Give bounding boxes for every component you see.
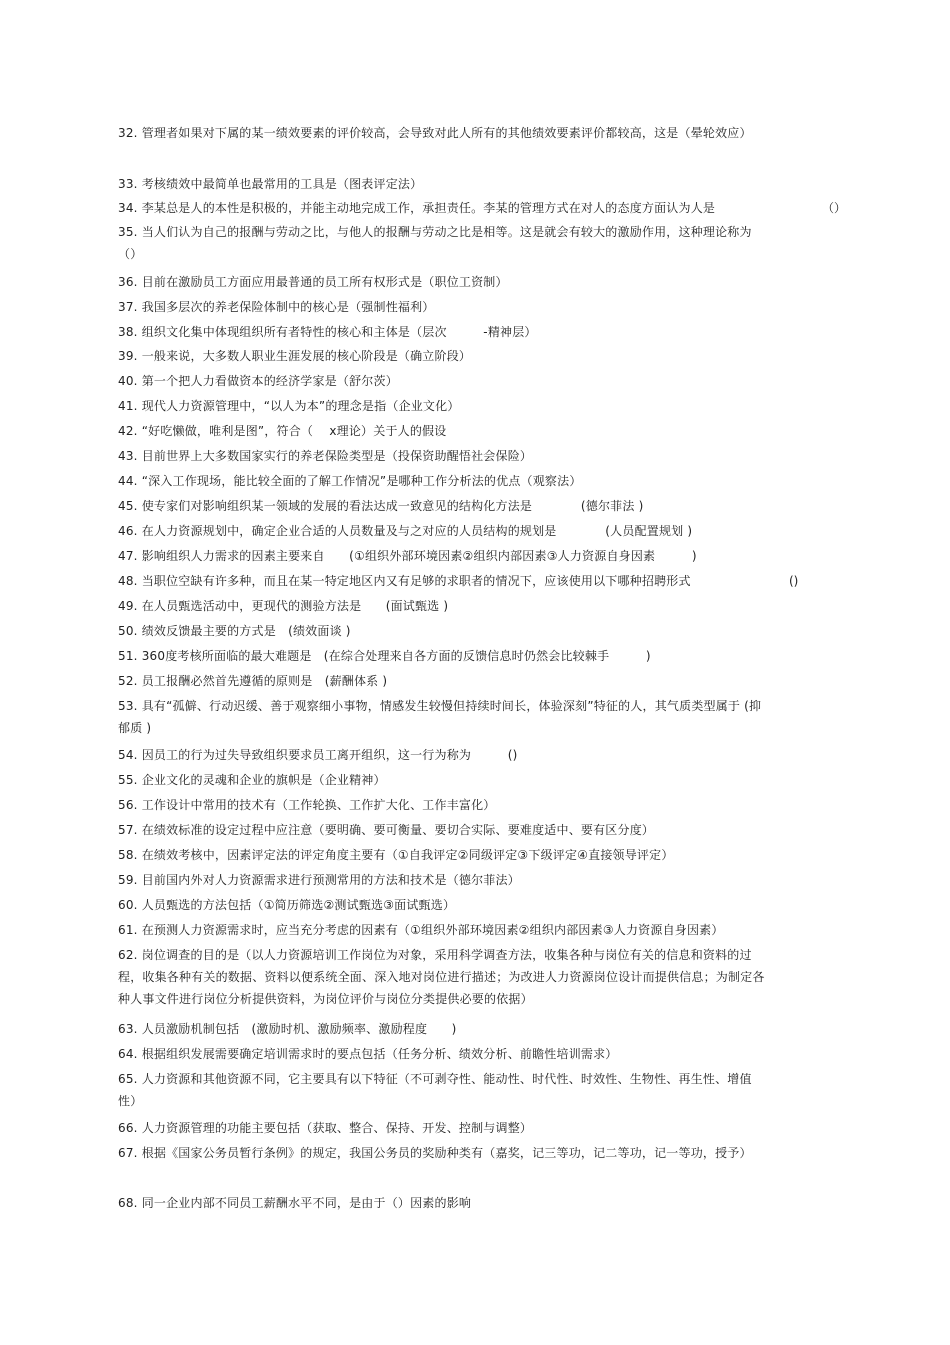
question-item: 52. 员工报酬必然首先遵循的原则是 (薪酬体系 ) [118, 674, 388, 688]
question-item: 38. 组织文化集中体现组织所有者特性的核心和主体是（层次 -精神层） [118, 325, 537, 339]
question-item: 64. 根据组织发展需要确定培训需求时的要点包括（任务分析、绩效分析、前瞻性培训需求） [118, 1047, 618, 1061]
question-item: 39. 一般来说，大多数人职业生涯发展的核心阶段是（确立阶段） [118, 349, 472, 363]
question-item: 35. 当人们认为自己的报酬与劳动之比，与他人的报酬与劳动之比是相等。这是就会有较大的激励作用，这种理论称为（） [118, 225, 752, 261]
answer-blank: () [789, 574, 799, 588]
question-item: 53. 具有“孤僻、行动迟缓、善于观察细小事物，情感发生较慢但持续时间长，体验深刻”特征的人，其气质类型属于 (抑郁质 ) [118, 699, 762, 735]
question-item: 32. 管理者如果对下属的某一绩效要素的评价较高，会导致对此人所有的其他绩效要素评价都较高，这是（晕轮效应） [118, 126, 752, 140]
question-item: 47. 影响组织人力需求的因素主要来自 (①组织外部环境因素②组织内部因素③人力资源自身因素 ) [118, 549, 697, 563]
question-item: 40. 第一个把人力看做资本的经济学家是（舒尔茨） [118, 374, 398, 388]
question-item: 43. 目前世界上大多数国家实行的养老保险类型是（投保资助醒悟社会保险） [118, 449, 533, 463]
question-item: 65. 人力资源和其他资源不同，它主要具有以下特征（不可剥夺性、能动性、时代性、时效性、生物性、再生性、增值性） [118, 1072, 752, 1108]
question-item: 55. 企业文化的灵魂和企业的旗帜是（企业精神） [118, 773, 386, 787]
question-item: 62. 岗位调查的目的是（以人力资源培训工作岗位为对象，采用科学调查方法，收集各种与岗位有关的信息和资料的过程，收集各种有关的数据、资料以便系统全面、深入地对岗位进行描述；为改进人力资源岗位设计而提供信息；为制定各种人事文件进行岗位分析提供资料，为岗位评价与岗位分类提供必要的依据） [118, 948, 765, 1006]
question-item: 61. 在预测人力资源需求时，应当充分考虑的因素有（①组织外部环境因素②组织内部因素③人力资源自身因素） [118, 923, 724, 937]
question-item: 50. 绩效反馈最主要的方式是 (绩效面谈 ) [118, 624, 351, 638]
question-item: 46. 在人力资源规划中，确定企业合适的人员数量及与之对应的人员结构的规划是 (人员配置规划 ) [118, 524, 693, 538]
question-item: 41. 现代人力资源管理中，“以人为本”的理念是指（企业文化） [118, 399, 460, 413]
question-item: 57. 在绩效标准的设定过程中应注意（要明确、要可衡量、要切合实际、要难度适中、要有区分度） [118, 823, 655, 837]
question-item: 59. 目前国内外对人力资源需求进行预测常用的方法和技术是（德尔菲法） [118, 873, 520, 887]
question-item: 67. 根据《国家公务员暂行条例》的规定，我国公务员的奖励种类有（嘉奖，记三等功，记二等功，记一等功，授予） [118, 1146, 752, 1160]
question-item: 44. “深入工作现场，能比较全面的了解工作情况”是哪种工作分析法的优点（观察法） [118, 474, 582, 488]
question-item: 66. 人力资源管理的功能主要包括（获取、整合、保持、开发、控制与调整） [118, 1121, 533, 1135]
question-item: 42. “好吃懒做，唯利是图”，符合（ x理论）关于人的假设 [118, 424, 447, 438]
question-item: 54. 因员工的行为过失导致组织要求员工离开组织，这一行为称为 () [118, 748, 518, 762]
question-item: 56. 工作设计中常用的技术有（工作轮换、工作扩大化、工作丰富化） [118, 798, 496, 812]
question-item: 45. 使专家们对影响组织某一领域的发展的看法达成一致意见的结构化方法是 (德尔菲法 ) [118, 499, 644, 513]
question-item: 34. 李某总是人的本性是积极的，并能主动地完成工作，承担责任。李某的管理方式在对人的态度方面认为人是 [118, 201, 716, 215]
question-item: 36. 目前在激励员工方面应用最普通的员工所有权形式是（职位工资制） [118, 275, 508, 289]
question-item: 63. 人员激励机制包括 (激励时机、激励频率、激励程度 ) [118, 1022, 457, 1036]
question-item: 33. 考核绩效中最简单也最常用的工具是（图表评定法） [118, 177, 423, 191]
answer-blank: （） [822, 201, 847, 215]
question-item: 48. 当职位空缺有许多种，而且在某一特定地区内又有足够的求职者的情况下，应该使用以下哪种招聘形式 [118, 574, 691, 588]
question-item: 49. 在人员甄选活动中，更现代的测验方法是 (面试甄选 ) [118, 599, 449, 613]
question-item: 37. 我国多层次的养老保险体制中的核心是（强制性福利） [118, 300, 435, 314]
question-item: 60. 人员甄选的方法包括（①简历筛选②测试甄选③面试甄选） [118, 898, 456, 912]
question-item: 51. 360度考核所面临的最大难题是 (在综合处理来自各方面的反馈信息时仍然会比较棘手 ) [118, 649, 651, 663]
question-item: 68. 同一企业内部不同员工薪酬水平不同，是由于（）因素的影响 [118, 1196, 472, 1210]
question-item: 58. 在绩效考核中，因素评定法的评定角度主要有（①自我评定②同级评定③下级评定④直接领导评定） [118, 848, 674, 862]
